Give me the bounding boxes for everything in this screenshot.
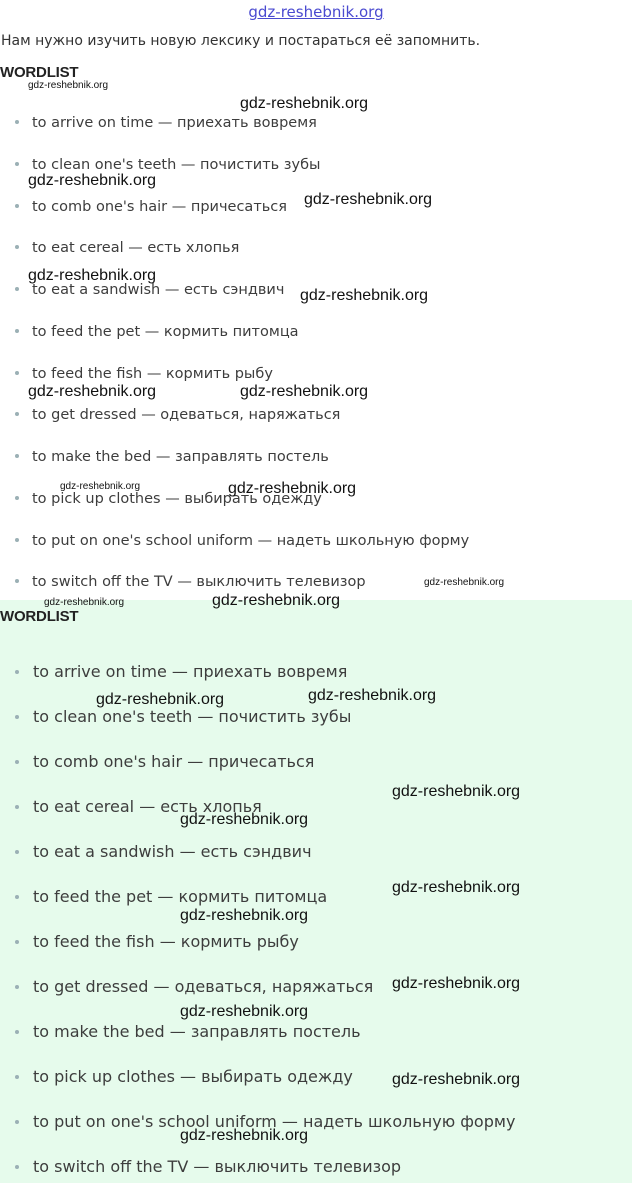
bullet-icon (15, 454, 19, 458)
bullet-icon (15, 245, 19, 249)
watermark: gdz-reshebnik.org (228, 480, 357, 497)
bullet-icon (15, 895, 19, 899)
list-item: to get dressed — одеваться, наряжаться (15, 977, 373, 996)
list-item: to feed the pet — кормить питомца (15, 887, 327, 906)
bullet-icon (15, 538, 19, 542)
bullet-icon (15, 412, 19, 416)
wordlist-title-2: WORDLIST (0, 608, 79, 625)
list-item: to arrive on time — приехать вовремя (15, 662, 347, 681)
intro-text: Нам нужно изучить новую лексику и постараться её запомнить. (1, 33, 481, 49)
watermark: gdz-reshebnik.org (28, 267, 157, 284)
watermark: gdz-reshebnik.org (180, 1127, 309, 1144)
bullet-icon (15, 162, 19, 166)
list-item: to switch off the TV — выключить телевизор (15, 1157, 401, 1176)
watermark: gdz-reshebnik.org (424, 577, 505, 588)
list-item: to arrive on time — приехать вовремя (15, 115, 317, 131)
watermark: gdz-reshebnik.org (180, 1003, 309, 1020)
watermark: gdz-reshebnik.org (28, 80, 109, 91)
bullet-icon (15, 120, 19, 124)
list-item: to make the bed — заправлять постель (15, 449, 329, 465)
wordlist-title: WORDLIST (0, 64, 79, 81)
watermark: gdz-reshebnik.org (392, 783, 521, 800)
list-item: to feed the fish — кормить рыбу (15, 366, 273, 382)
list-item: to put on one's school uniform — надеть школьную форму (15, 533, 469, 549)
list-item: to clean one's teeth — почистить зубы (15, 707, 351, 726)
list-item: to get dressed — одеваться, наряжаться (15, 407, 340, 423)
bullet-icon (15, 805, 19, 809)
bullet-icon (15, 371, 19, 375)
watermark: gdz-reshebnik.org (308, 687, 437, 704)
list-item: to eat a sandwish — есть сэндвич (15, 842, 312, 861)
watermark: gdz-reshebnik.org (392, 879, 521, 896)
watermark: gdz-reshebnik.org (180, 811, 309, 828)
bullet-icon (15, 850, 19, 854)
watermark: gdz-reshebnik.org (240, 383, 369, 400)
bullet-icon (15, 204, 19, 208)
bullet-icon (15, 1075, 19, 1079)
bullet-icon (15, 1030, 19, 1034)
list-item: to feed the fish — кормить рыбу (15, 932, 299, 951)
watermark: gdz-reshebnik.org (212, 592, 341, 609)
bullet-icon (15, 329, 19, 333)
watermark: gdz-reshebnik.org (44, 597, 125, 608)
watermark: gdz-reshebnik.org (304, 191, 433, 208)
list-item: to comb one's hair — причесаться (15, 199, 287, 215)
watermark: gdz-reshebnik.org (240, 95, 369, 112)
watermark: gdz-reshebnik.org (28, 383, 157, 400)
watermark: gdz-reshebnik.org (392, 975, 521, 992)
watermark: gdz-reshebnik.org (60, 481, 141, 492)
bullet-icon (15, 287, 19, 291)
bullet-icon (15, 1120, 19, 1124)
site-header-link[interactable]: gdz-reshebnik.org (248, 3, 384, 21)
list-item: to pick up clothes — выбирать одежду (15, 491, 322, 507)
watermark: gdz-reshebnik.org (180, 907, 309, 924)
list-item: to make the bed — заправлять постель (15, 1022, 361, 1041)
list-item: to eat cereal — есть хлопья (15, 797, 262, 816)
bullet-icon (15, 715, 19, 719)
list-item: to feed the pet — кормить питомца (15, 324, 299, 340)
list-item: to eat cereal — есть хлопья (15, 240, 239, 256)
list-item: to pick up clothes — выбирать одежду (15, 1067, 353, 1086)
watermark: gdz-reshebnik.org (96, 691, 225, 708)
bullet-icon (15, 985, 19, 989)
list-item: to switch off the TV — выключить телевизор (15, 574, 366, 590)
bullet-icon (15, 579, 19, 583)
watermark: gdz-reshebnik.org (392, 1071, 521, 1088)
list-item: to clean one's teeth — почистить зубы (15, 157, 321, 173)
list-item: to comb one's hair — причесаться (15, 752, 314, 771)
watermark: gdz-reshebnik.org (300, 287, 429, 304)
bullet-icon (15, 940, 19, 944)
bullet-icon (15, 1165, 19, 1169)
list-item: to put on one's school uniform — надеть школьную форму (15, 1112, 515, 1131)
bullet-icon (15, 670, 19, 674)
bullet-icon (15, 496, 19, 500)
list-item: to eat a sandwish — есть сэндвич (15, 282, 284, 298)
watermark: gdz-reshebnik.org (28, 172, 157, 189)
bullet-icon (15, 760, 19, 764)
